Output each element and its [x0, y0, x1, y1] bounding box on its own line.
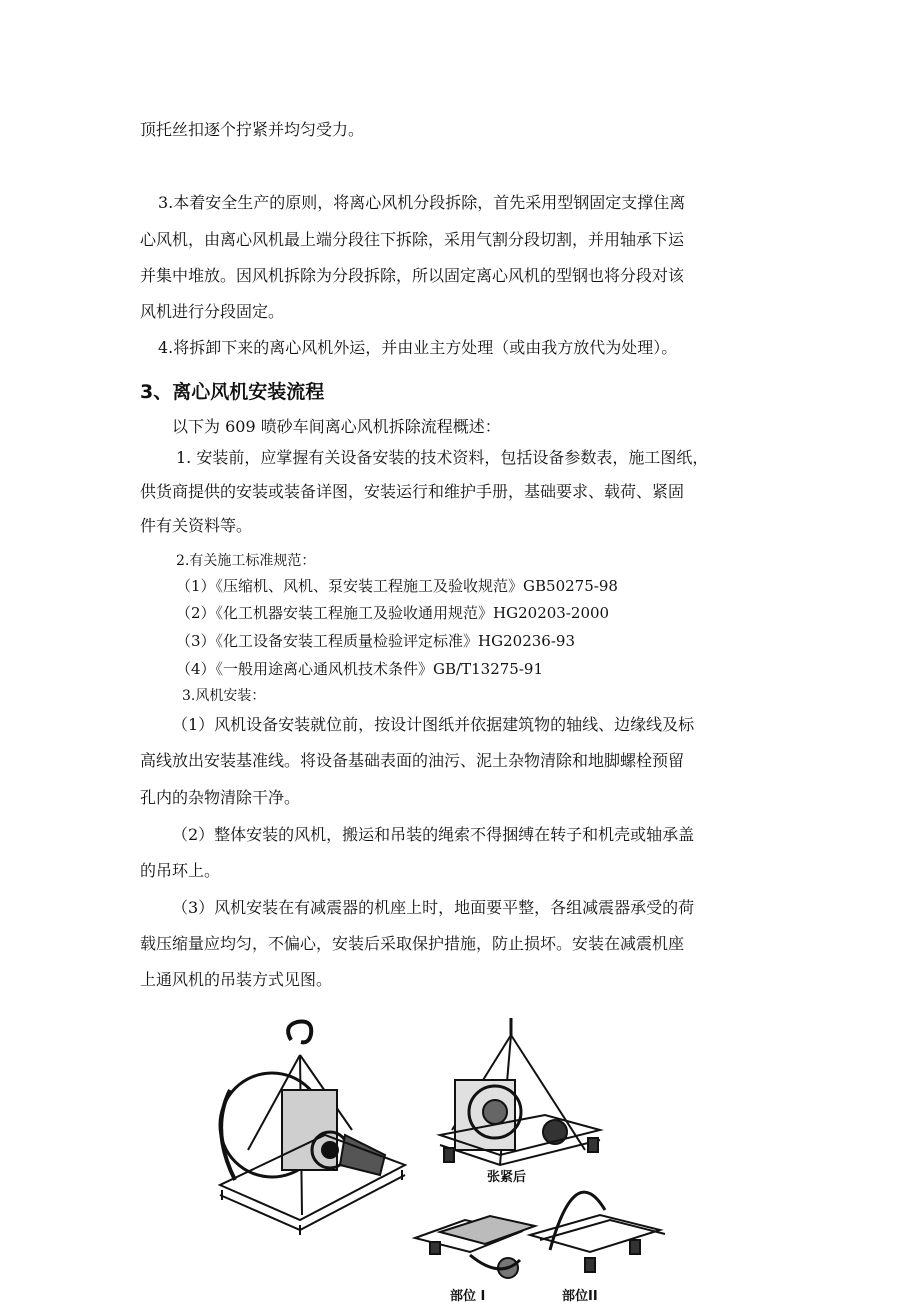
fan-step-3-line-2: 载压缩量应均匀，不偏心，安装后采取保护措施，防止损坏。安装在减震机座 — [140, 934, 685, 953]
standard-4: （4）《一般用途离心通风机技术条件》GB/T13275-91 — [176, 660, 543, 678]
standard-3: （3）《化工设备安装工程质量检验评定标准》HG20236-93 — [176, 632, 575, 650]
paragraph-3-line-1: 3.本着安全生产的原则，将离心风机分段拆除，首先采用型钢固定支撑住离 — [158, 193, 686, 212]
item-3-title: 3.风机安装： — [182, 688, 266, 704]
item-1-line-1: 1. 安装前，应掌握有关设备安装的技术资料，包括设备参数表，施工图纸， — [176, 448, 709, 467]
fan-step-2-line-2: 的吊环上。 — [140, 861, 221, 880]
fan-step-2-line-1: （2）整体安装的风机，搬运和吊装的绳索不得捆缚在转子和机壳或轴承盖 — [172, 825, 695, 844]
fan-step-1-line-3: 孔内的杂物清除干净。 — [140, 788, 301, 807]
paragraph-3-line-4: 风机进行分段固定。 — [140, 302, 285, 321]
hoisting-drawing-tensioned — [440, 1018, 600, 1165]
fan-step-3-line-3: 上通风机的吊装方式见图。 — [140, 970, 333, 989]
paragraph-3-line-3: 并集中堆放。因风机拆除为分段拆除，所以固定离心风机的型钢也将分段对该 — [140, 266, 685, 285]
hoisting-drawing-part1 — [415, 1216, 535, 1278]
hoisting-drawing-left — [220, 1022, 405, 1236]
item-1-line-3: 件有关资料等。 — [140, 516, 253, 535]
item-2-title: 2.有关施工标准规范： — [176, 553, 316, 569]
section-heading: 3、离心风机安装流程 — [140, 381, 325, 403]
item-1-line-2: 供货商提供的安装或装备详图，安装运行和维护手册，基础要求、载荷、紧固 — [140, 482, 685, 501]
paragraph-4-line: 4.将拆卸下来的离心风机外运，并由业主方处理（或由我方放代为处理）。 — [158, 338, 678, 357]
label-part-2: 部位II — [562, 1289, 598, 1302]
intro-line: 以下为 609 喷砂车间离心风机拆除流程概述： — [172, 417, 501, 436]
fan-step-1-line-1: （1）风机设备安装就位前，按设计图纸并依据建筑物的轴线、边缘线及标 — [172, 715, 695, 734]
fan-step-3-line-1: （3）风机安装在有减震器的机座上时，地面要平整，各组减震器承受的荷 — [172, 898, 695, 917]
standard-2: （2）《化工机器安装工程施工及验收通用规范》HG20203-2000 — [176, 604, 610, 622]
label-part-1: 部位 I — [450, 1289, 486, 1302]
standard-1: （1）《压缩机、风机、泵安装工程施工及验收规范》GB50275-98 — [176, 577, 618, 595]
hoisting-drawing-part2 — [530, 1192, 665, 1272]
paragraph-3-line-2: 心风机，由离心风机最上端分段往下拆除，采用气割分段切割，并用轴承下运 — [140, 230, 685, 249]
text-line-continuation: 顶托丝扣逐个拧紧并均匀受力。 — [140, 120, 365, 139]
label-tensioned: 张紧后 — [487, 1170, 527, 1185]
fan-step-1-line-2: 高线放出安装基准线。将设备基础表面的油污、泥土杂物清除和地脚螺栓预留 — [140, 751, 685, 770]
